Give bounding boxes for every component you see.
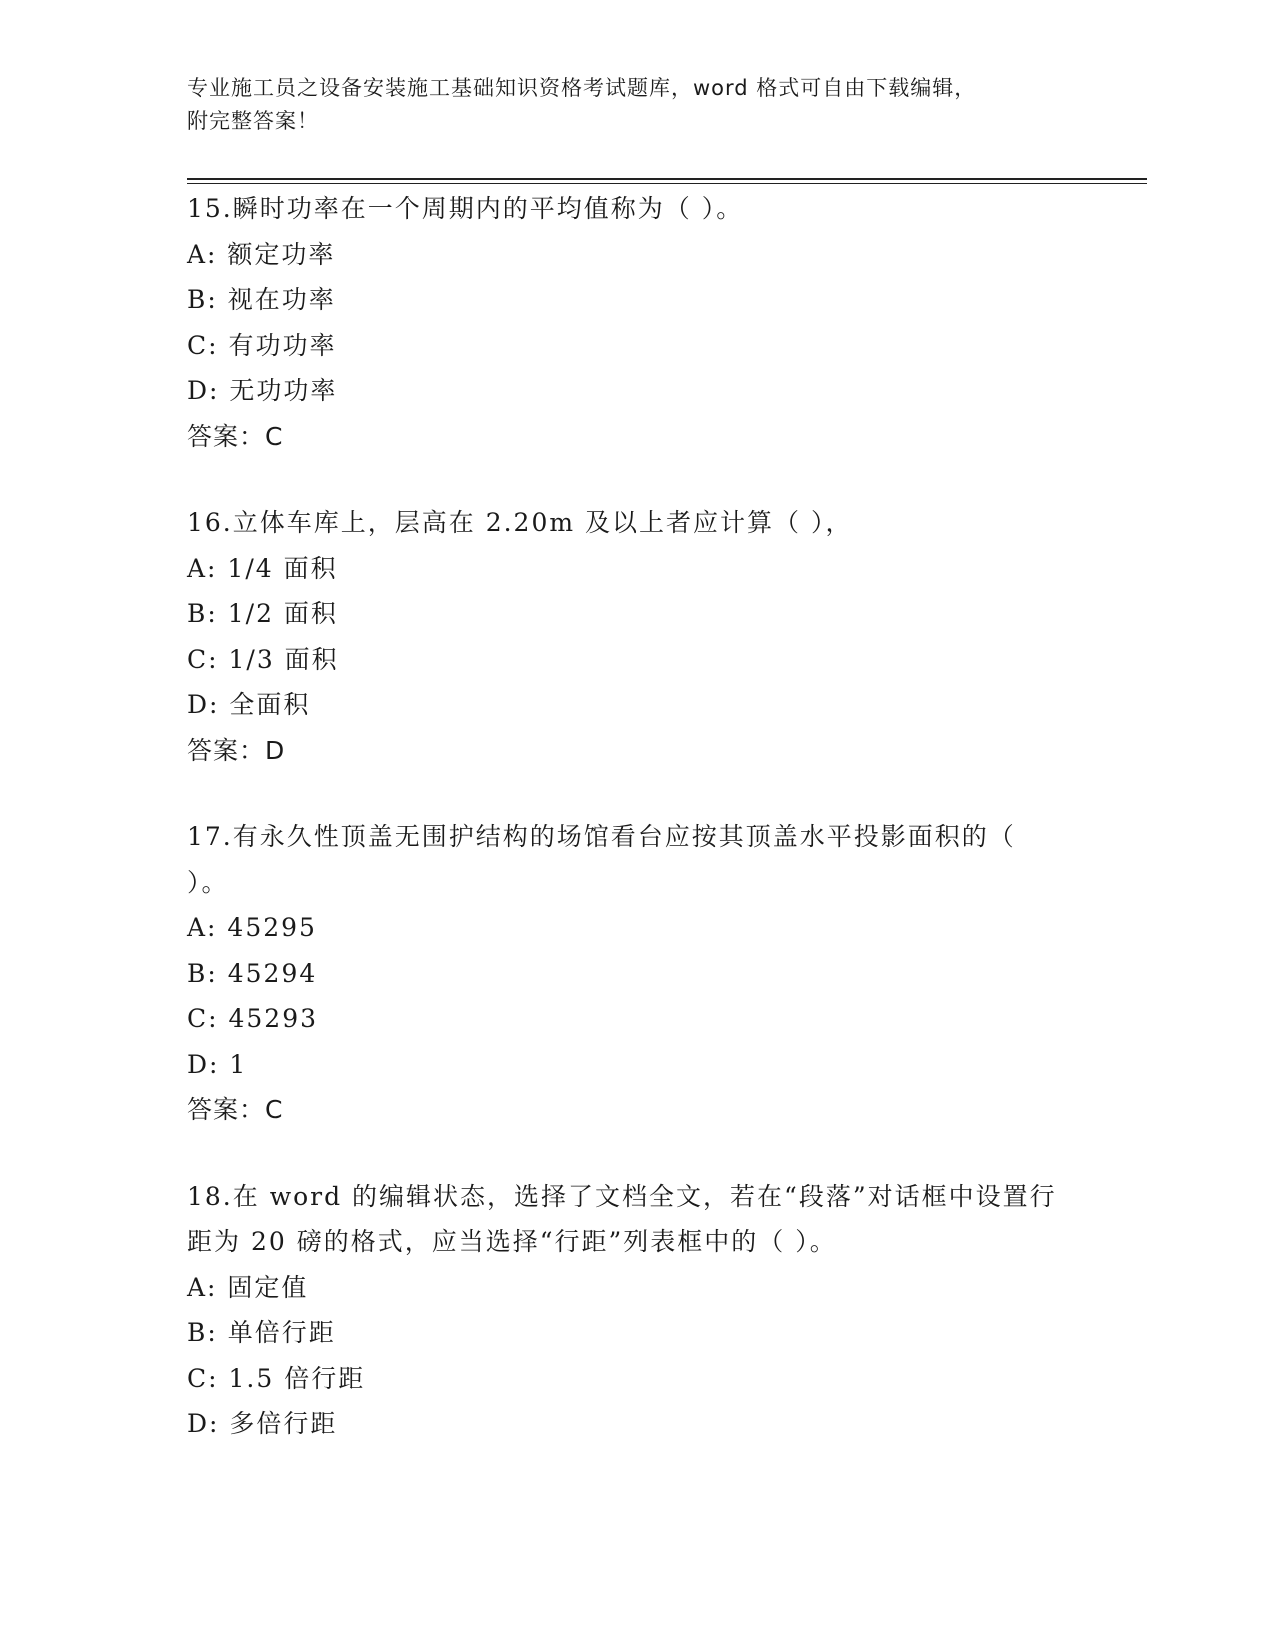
option-d: D: 无功功率 xyxy=(187,376,338,405)
answer-line: 答案：D xyxy=(187,735,286,765)
question-18 xyxy=(187,1174,1067,1447)
header-divider-thick xyxy=(187,178,1147,180)
question-list xyxy=(187,186,1067,1488)
option-a: A: 45295 xyxy=(187,913,317,942)
option-c: C: 1.5 倍行距 xyxy=(187,1363,366,1393)
option-a: A: 额定功率 xyxy=(187,239,336,269)
option-b: B: 视在功率 xyxy=(187,285,336,314)
option-b: B: 1/2 面积 xyxy=(187,599,338,628)
question-stem: 15.瞬时功率在一个周期内的平均值称为（ ）。 xyxy=(187,194,744,223)
header-line-2: 附完整答案！ xyxy=(187,109,319,133)
question-stem: 16.立体车库上，层高在 2.20m 及以上者应计算（ ）， xyxy=(187,508,853,537)
answer-line: 答案：C xyxy=(187,421,284,451)
question-stem: 17.有永久性顶盖无围护结构的场馆看台应按其顶盖水平投影面积的（ ）。 xyxy=(187,822,1026,897)
question-15 xyxy=(187,186,1067,459)
option-b: B: 45294 xyxy=(187,958,318,988)
question-16 xyxy=(187,500,1067,773)
header-divider-thin xyxy=(187,183,1147,184)
question-stem: 18.在 word 的编辑状态，选择了文档全文，若在“段落”对话框中设置行距为 20 磅的格式，应当选择“行距”列表框中的（ ）。 xyxy=(187,1181,1057,1256)
document-header xyxy=(187,72,1087,138)
option-a: A: 1/4 面积 xyxy=(187,553,338,583)
option-d: D: 1 xyxy=(187,1049,248,1079)
option-a: A: 固定值 xyxy=(187,1272,309,1302)
option-c: C: 45293 xyxy=(187,1004,319,1033)
option-d: D: 全面积 xyxy=(187,690,311,719)
answer-line: 答案：C xyxy=(187,1095,284,1124)
question-17 xyxy=(187,814,1067,1133)
option-c: C: 有功功率 xyxy=(187,330,337,360)
header-line-1: 专业施工员之设备安装施工基础知识资格考试题库，word 格式可自由下载编辑， xyxy=(187,76,977,100)
option-d: D: 多倍行距 xyxy=(187,1409,338,1438)
option-c: C: 1/3 面积 xyxy=(187,644,339,674)
option-b: B: 单倍行距 xyxy=(187,1318,336,1347)
